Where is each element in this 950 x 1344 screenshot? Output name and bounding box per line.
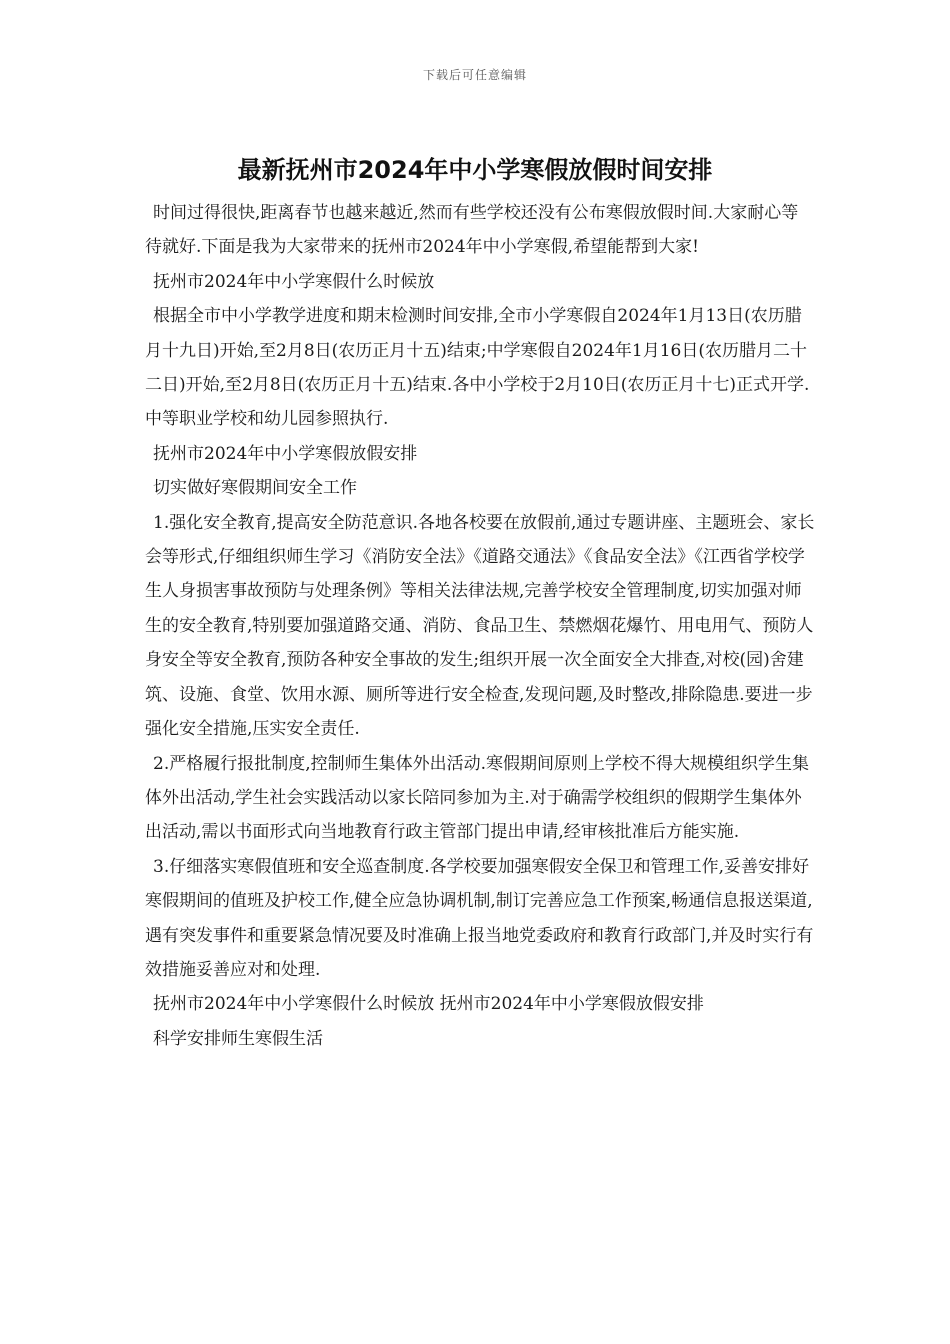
paragraph-heading-when: 抚州市2024年中小学寒假什么时候放 bbox=[153, 271, 435, 292]
paragraph-item-3: 3.仔细落实寒假值班和安全巡查制度.各学校要加强寒假安全保卫和管理工作,妥善安排好寒假期间的值班及护校工作,健全应急协调机制,制订完善应急工作预案,畅通信息报送渠道,遇有突发事件和重要紧急情况要及时准确上报当地党委政府和教育行政部门,并及时实行有效措施妥善应对和处理. bbox=[145, 856, 814, 980]
paragraph-item-1: 1.强化安全教育,提高安全防范意识.各地各校要在放假前,通过专题讲座、主题班会、家长会等形式,仔细组织师生学习《消防安全法》《道路交通法》《食品安全法》《江西省学校学生人身损害事故预防与处理条例》等相关法律法规,完善学校安全管理制度,切实加强对师生的安全教育,特别要加强道路交通、消防、食品卫生、禁燃烟花爆竹、用电用气、预防人身安全等安全教育,预防各种安全事故的发生;组织开展一次全面安全大排查,对校(园)舍建筑、设施、食堂、饮用水源、厕所等进行安全检查,发现问题,及时整改,排除隐患.要进一步强化安全措施,压实安全责任. bbox=[145, 512, 815, 740]
paragraph-item-2: 2.严格履行报批制度,控制师生集体外出活动.寒假期间原则上学校不得大规模组织学生集体外出活动,学生社会实践活动以家长陪同参加为主.对于确需学校组织的假期学生集体外出活动,需以书面形式向当地教育行政主管部门提出申请,经审核批准后方能实施. bbox=[145, 753, 810, 843]
paragraph-intro: 时间过得很快,距离春节也越来越近,然而有些学校还没有公布寒假放假时间.大家耐心等待就好.下面是我为大家带来的抚州市2024年中小学寒假,希望能帮到大家! bbox=[145, 203, 799, 258]
header-note: 下载后可任意编辑 bbox=[422, 68, 527, 82]
paragraph-heading-safety: 切实做好寒假期间安全工作 bbox=[153, 478, 357, 499]
paragraph-related-titles: 抚州市2024年中小学寒假什么时候放 抚州市2024年中小学寒假放假安排 bbox=[153, 994, 704, 1015]
page-title: 最新抚州市2024年中小学寒假放假时间安排 bbox=[237, 156, 713, 184]
article-body bbox=[145, 196, 815, 1056]
paragraph-schedule: 根据全市中小学教学进度和期末检测时间安排,全市小学寒假自2024年1月13日(农历腊月十九日)开始,至2月8日(农历正月十五)结束;中学寒假自2024年1月16日(农历腊月二十二日)开始,至2月8日(农历正月十五)结束.各中小学校于2月10日(农历正月十七)正式开学.中等职业学校和幼儿园参照执行. bbox=[145, 306, 810, 430]
paragraph-heading-arrangement: 抚州市2024年中小学寒假放假安排 bbox=[153, 443, 418, 464]
paragraph-heading-life: 科学安排师生寒假生活 bbox=[153, 1028, 323, 1049]
